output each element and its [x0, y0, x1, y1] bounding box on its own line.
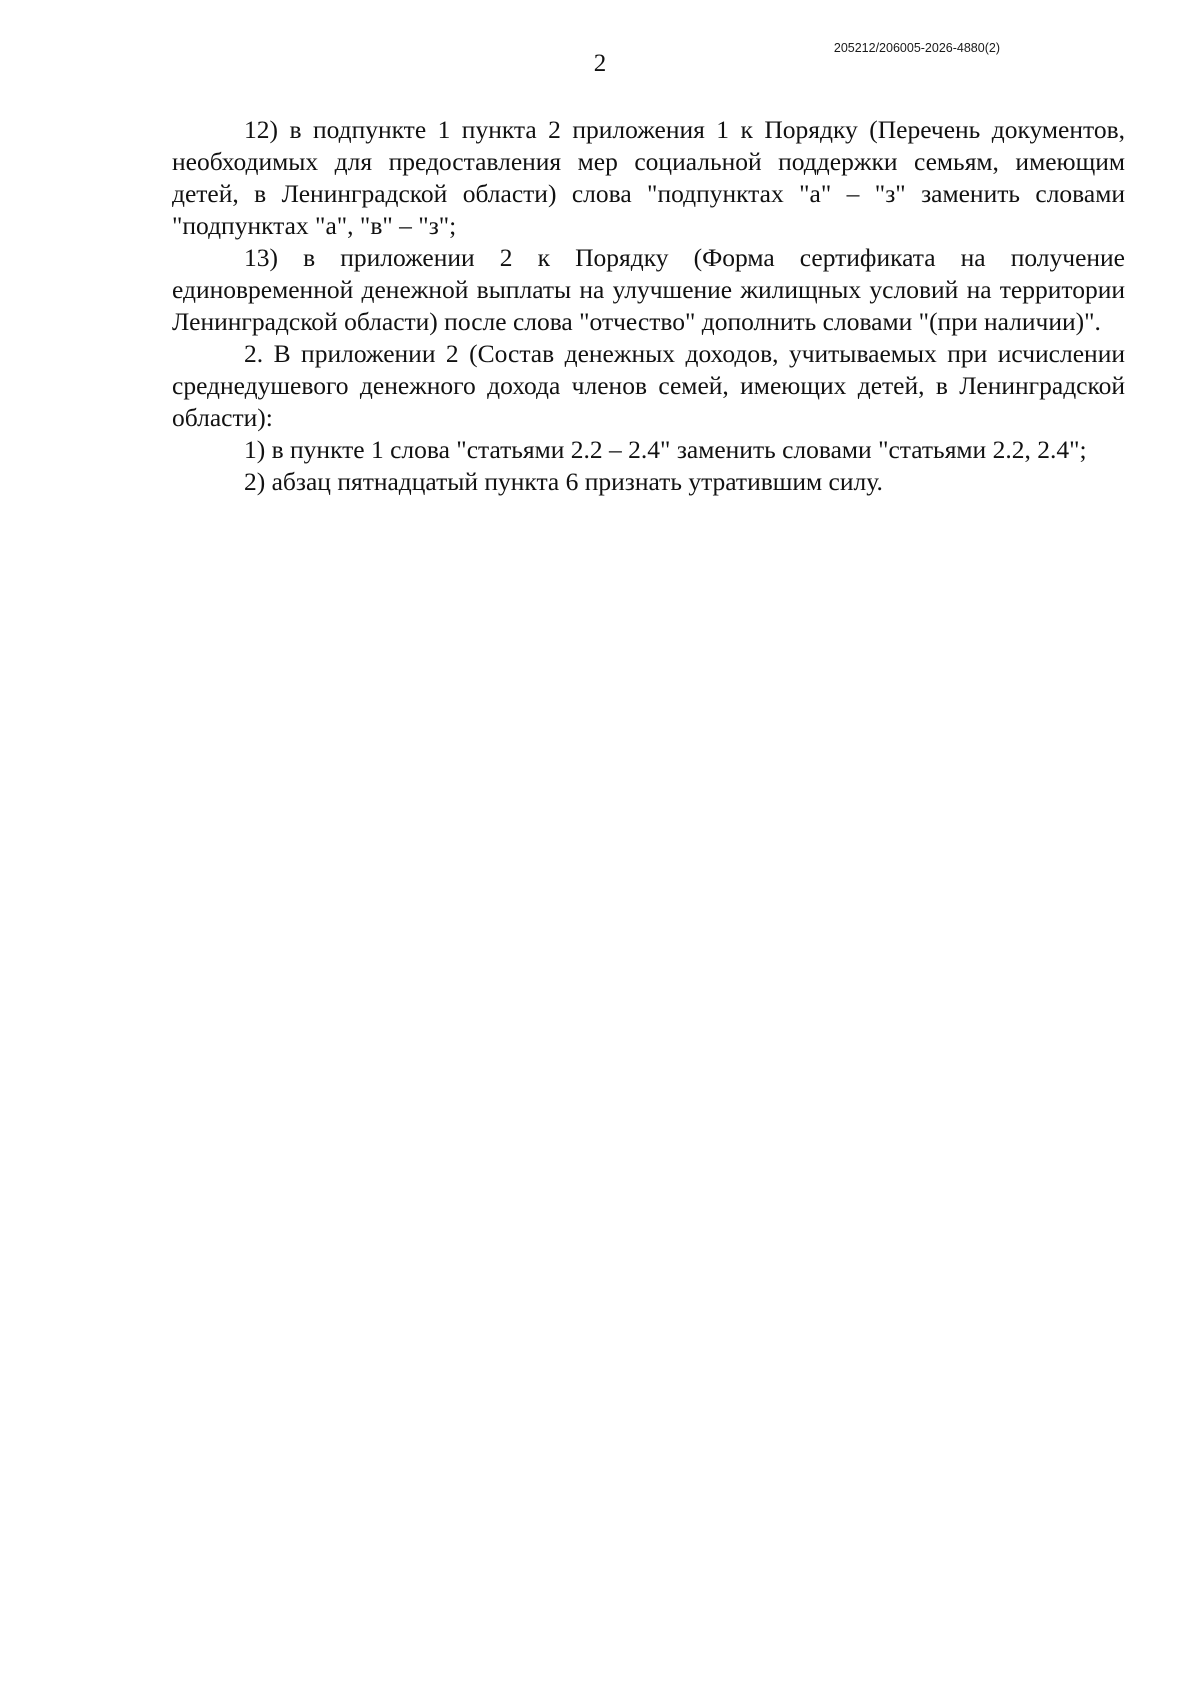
- document-number: 205212/206005-2026-4880(2): [833, 41, 1000, 55]
- paragraph-item-12: 12) в подпункте 1 пункта 2 приложения 1 к Порядку (Перечень документов, необходимых для предоставления мер социальной поддержки семьям, имеющим детей, в Ленинградской области) слова "подпунктах "а" – "з" заменить словами "подпунктах "а", "в" – "з";: [172, 115, 1125, 240]
- paragraph-item-13: 13) в приложении 2 к Порядку (Форма сертификата на получение единовременной денежной выплаты на улучшение жилищных условий на территории Ленинградской области) после слова "отчество" дополнить словами "(при наличии)".: [172, 243, 1125, 336]
- paragraph-subitem-2: 2) абзац пятнадцатый пункта 6 признать утратившим силу.: [244, 467, 883, 496]
- page-number: 2: [593, 50, 607, 77]
- paragraph-subitem-1: 1) в пункте 1 слова "статьями 2.2 – 2.4" заменить словами "статьями 2.2, 2.4";: [244, 435, 1087, 464]
- document-body: [172, 114, 1125, 498]
- paragraph-section-2: 2. В приложении 2 (Состав денежных доходов, учитываемых при исчислении среднедушевого денежного дохода членов семей, имеющих детей, в Ленинградской области):: [172, 339, 1125, 432]
